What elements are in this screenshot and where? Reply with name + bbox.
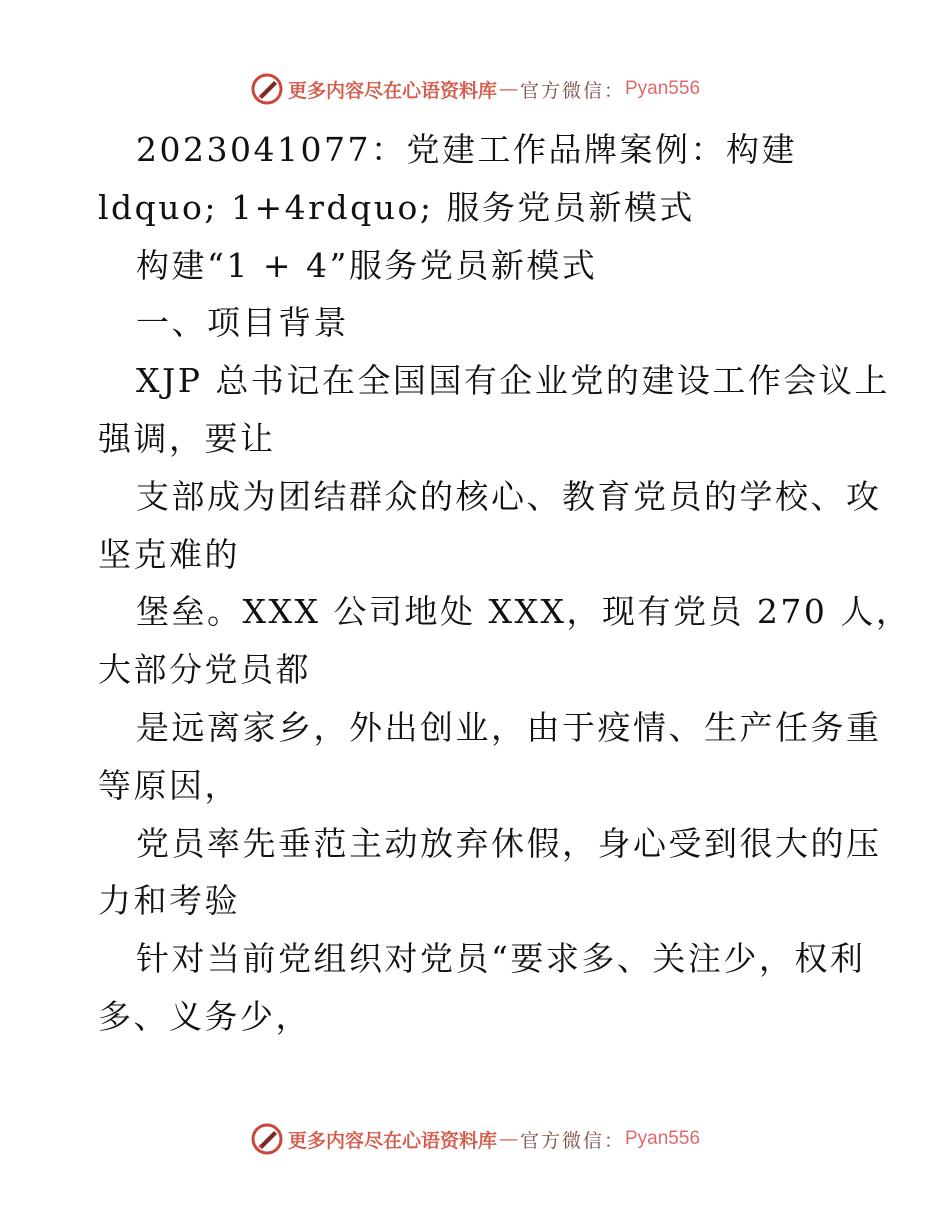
paragraph-line: 坚克难的 <box>98 534 240 574</box>
section-heading: 一、项目背景 <box>136 303 349 343</box>
paragraph-line: 堡垒。XXX 公司地处 XXX，现有党员 270 人， <box>136 592 912 632</box>
watermark-footer <box>0 1122 950 1156</box>
document-body <box>98 121 912 1046</box>
paragraph-line: 党员率先垂范主动放弃休假，身心受到很大的压 <box>136 823 882 863</box>
paragraph-line: 支部成为团结群众的核心、教育党员的学校、攻 <box>136 476 882 516</box>
watermark-wechat-id: Pyan556 <box>625 1128 701 1149</box>
paragraph-line: 等原因， <box>98 765 240 805</box>
watermark-label: 官方微信： <box>519 79 625 102</box>
document-subtitle: 构建“1 + 4”服务党员新模式 <box>136 245 598 285</box>
document-title-line-1: 2023041077：党建工作品牌案例：构建 <box>136 130 797 169</box>
watermark-header <box>0 72 950 106</box>
paragraph-line: 力和考验 <box>98 881 240 921</box>
document-title-line-2: ldquo; 1+4rdquo; 服务党员新模式 <box>98 187 695 227</box>
paragraph-line: 大部分党员都 <box>98 650 311 690</box>
watermark-wechat-id: Pyan556 <box>625 78 701 99</box>
watermark-text: 更多内容尽在心语资料库 <box>287 1129 497 1152</box>
watermark-separator: — <box>498 78 518 100</box>
paragraph-line: 强调，要让 <box>98 418 276 458</box>
watermark-label: 官方微信： <box>519 1129 625 1152</box>
paragraph-line: 是远离家乡，外出创业，由于疫情、生产任务重 <box>136 707 882 747</box>
watermark-text: 更多内容尽在心语资料库 <box>287 79 497 102</box>
paragraph-line: XJP 总书记在全国国有企业党的建设工作会议上 <box>136 361 890 401</box>
watermark-separator: — <box>498 1128 518 1150</box>
paragraph-line: 多、义务少， <box>98 996 311 1036</box>
logo-icon <box>250 72 284 106</box>
logo-icon <box>250 1122 284 1156</box>
paragraph-line: 针对当前党组织对党员“要求多、关注少，权利 <box>136 939 866 979</box>
